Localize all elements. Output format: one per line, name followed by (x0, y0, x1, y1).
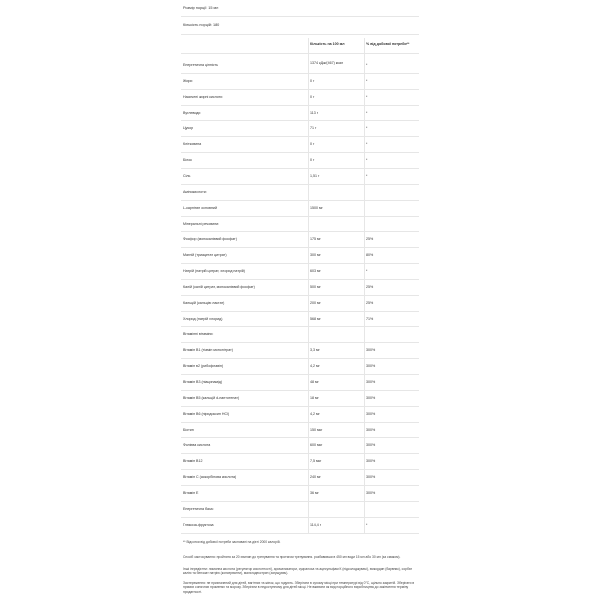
nutrient-name: Клітковина (183, 142, 202, 147)
table-row (181, 470, 419, 486)
column-header-per100: Кількість на 100 мл (310, 42, 345, 46)
daily-value-percent: 300% (366, 475, 376, 480)
table-row (181, 438, 419, 454)
table-row (181, 153, 419, 169)
nutrient-name: Вітамін В6 (піридоксин HCl) (183, 411, 230, 416)
table-row (181, 185, 419, 201)
serving-size: Розмір порції: 15 мл (183, 6, 219, 10)
daily-value-percent: 300% (366, 348, 376, 353)
nutrient-name: Вітамін В12 (183, 459, 203, 464)
table-row (181, 312, 419, 328)
daily-value-percent: * (366, 110, 368, 115)
nutrient-name: Жири (183, 78, 193, 83)
daily-value-percent: * (366, 269, 368, 274)
daily-value-percent: * (366, 173, 368, 178)
table-row (181, 280, 419, 296)
amount-per-100ml: 150 мкг (310, 427, 323, 432)
nutrient-name: L-карнітин основний (183, 205, 217, 210)
nutrient-name: Натрій (натрій цитрат, хлорид натрій) (183, 269, 245, 274)
daily-value-percent: 300% (366, 443, 376, 448)
divider (181, 533, 419, 534)
table-row (181, 74, 419, 90)
amount-per-100ml: 175 мг (310, 237, 321, 242)
amount-per-100ml: 4,2 мг (310, 364, 320, 369)
daily-value-percent: 300% (366, 380, 376, 384)
table-row (181, 201, 419, 217)
divider (181, 34, 419, 35)
table-row (181, 454, 419, 470)
nutrient-name: Вітамінні вітаміни: (183, 332, 214, 337)
column-separator (308, 38, 309, 533)
table-row (181, 106, 419, 122)
table-row (181, 375, 419, 391)
table-row (181, 296, 419, 312)
nutrient-name: Магній (триацетат цитрат) (183, 253, 227, 258)
amount-per-100ml: 240 мг (310, 475, 321, 480)
amount-per-100ml: 113 г (310, 110, 319, 115)
table-row (181, 137, 419, 153)
amount-per-100ml: 3,3 мг (310, 348, 320, 353)
table-row (181, 169, 419, 185)
daily-value-percent: * (366, 126, 368, 131)
daily-value-percent: 300% (366, 395, 376, 400)
nutrient-name: Кальцій (кальцію лактат) (183, 300, 225, 305)
nutrient-name: Енергетична база: (183, 506, 214, 511)
rda-footnote: ** Відсотки від добової потреби засновані на дієті 2000 калорій. (183, 540, 281, 544)
table-row (181, 327, 419, 343)
daily-value-percent: 300% (366, 459, 376, 464)
nutrient-name: Фосфор (монокалієвий фосфат) (183, 237, 237, 242)
daily-value-percent: * (366, 63, 368, 67)
amount-per-100ml: 0 г (310, 94, 315, 99)
nutrient-name: Фолієва кислота (183, 443, 211, 448)
daily-value-percent: 71% (366, 316, 374, 321)
daily-value-percent: 300% (366, 427, 376, 432)
daily-value-percent: * (366, 158, 368, 163)
ingredients-text: Інші інгредієнти: лимонна кислота (регулятор кислотності), ароматизатори, сукралоза та ацесульфам К (підсолоджувачі), ємкордин (барвник), сорбат калію та бензоат натрію (консерванти), мальтодекстрин (загущувач). (183, 567, 413, 576)
amount-per-100ml: 0 г (310, 158, 315, 163)
nutrient-name: Енергетична цінність (183, 63, 218, 67)
amount-per-100ml: 1500 мг (310, 205, 323, 210)
nutrient-name: Калій (калій цитрат, монокалієвий фосфат) (183, 284, 255, 289)
nutrient-name: Сіль (183, 173, 191, 178)
divider (181, 53, 419, 54)
table-header-row (181, 38, 419, 54)
nutrient-name: Вітамін Е (183, 490, 199, 495)
amount-per-100ml: 1,51 г (310, 173, 320, 178)
table-row (181, 248, 419, 264)
table-row (181, 121, 419, 137)
table-row (181, 486, 419, 502)
daily-value-percent: * (366, 78, 368, 83)
daily-value-percent: 25% (366, 284, 374, 289)
warning-text: Застереження: не призначений для дітей, вагітних та жінок, що годують. Зберігати в сухому місці при температурі від 0°С, щільно закритій. Зберігати в прямих сонячних променях та морозу. Зберігати в недоступному для дітей місці. Не вживати як вид порційного виробництва до закінчення терміну придатності. (183, 581, 415, 594)
servings-count: Кількість порцій: 180 (183, 23, 220, 27)
amount-per-100ml: 7,5 мкг (310, 459, 322, 464)
amount-per-100ml: 568 мг (310, 316, 321, 321)
nutrient-name: Вітамін В3 (ніацинамід) (183, 380, 223, 384)
nutrient-name: Біотин (183, 427, 194, 432)
table-row (181, 359, 419, 375)
table-row (181, 58, 419, 74)
amount-per-100ml: 200 мг (310, 300, 321, 305)
amount-per-100ml: 0 г (310, 78, 315, 83)
table-row (181, 264, 419, 280)
daily-value-percent: 300% (366, 411, 376, 416)
nutrient-name: Насичені жирні кислоти (183, 94, 223, 99)
usage-text: Спосіб застосування: пройнятя за 20 хвилин до тренування та протягом тренування. розбавивши в 450 мл води 15 мл або 30 мл (за смаком). (183, 555, 401, 559)
daily-value-percent: * (366, 522, 368, 527)
amount-per-100ml: 600 мкг (310, 443, 323, 448)
amount-per-100ml: 48 мг (310, 380, 319, 384)
amount-per-100ml: 0 г (310, 142, 315, 147)
amount-per-100ml: 114,4 г (310, 522, 322, 527)
table-row (181, 232, 419, 248)
nutrient-name: Вітамін В1 (тіамін мононітрат) (183, 348, 233, 353)
nutrient-name: Вітамін В5 (кальцій d-пантотенат) (183, 395, 240, 400)
table-row (181, 391, 419, 407)
amount-per-100ml: 300 мг (310, 253, 321, 258)
nutrient-name: Глюкоза-фруктоза (183, 522, 214, 527)
amount-per-100ml: 36 мг (310, 490, 319, 495)
nutrient-name: Амінокислоти: (183, 189, 207, 194)
daily-value-percent: 25% (366, 237, 374, 242)
amount-per-100ml: 603 мг (310, 269, 321, 274)
daily-value-percent: * (366, 142, 368, 147)
daily-value-percent: 300% (366, 364, 376, 369)
daily-value-percent: 25% (366, 300, 374, 305)
nutrient-name: Мінеральні речовини: (183, 221, 220, 226)
nutrition-facts-document (181, 0, 419, 600)
table-row (181, 343, 419, 359)
table-row (181, 407, 419, 423)
nutrient-name: Цукор (183, 126, 194, 131)
table-row (181, 502, 419, 518)
divider (181, 16, 419, 17)
column-separator (364, 38, 365, 533)
nutrient-name: Хлорид (натрій хлорид) (183, 316, 223, 321)
daily-value-percent: 80% (366, 253, 374, 258)
daily-value-percent: * (366, 94, 368, 99)
amount-per-100ml: 1374 кДж/(467) ккал (310, 61, 344, 65)
nutrient-name: Вітамін в2 (рибофлавін) (183, 364, 224, 369)
table-row (181, 518, 419, 534)
column-header-rda: % від добової потреби** (366, 42, 410, 46)
nutrient-name: Вітамін С (аскорбінова кислота) (183, 475, 237, 480)
daily-value-percent: 300% (366, 490, 376, 495)
table-row (181, 217, 419, 233)
amount-per-100ml: 500 мг (310, 284, 321, 289)
amount-per-100ml: 18 мг (310, 395, 319, 400)
table-row (181, 423, 419, 439)
table-row (181, 90, 419, 106)
nutrient-name: Вуглеводи (183, 110, 201, 115)
amount-per-100ml: 71 г (310, 126, 317, 131)
nutrient-name: Білок (183, 158, 192, 163)
amount-per-100ml: 4,2 мг (310, 411, 320, 416)
